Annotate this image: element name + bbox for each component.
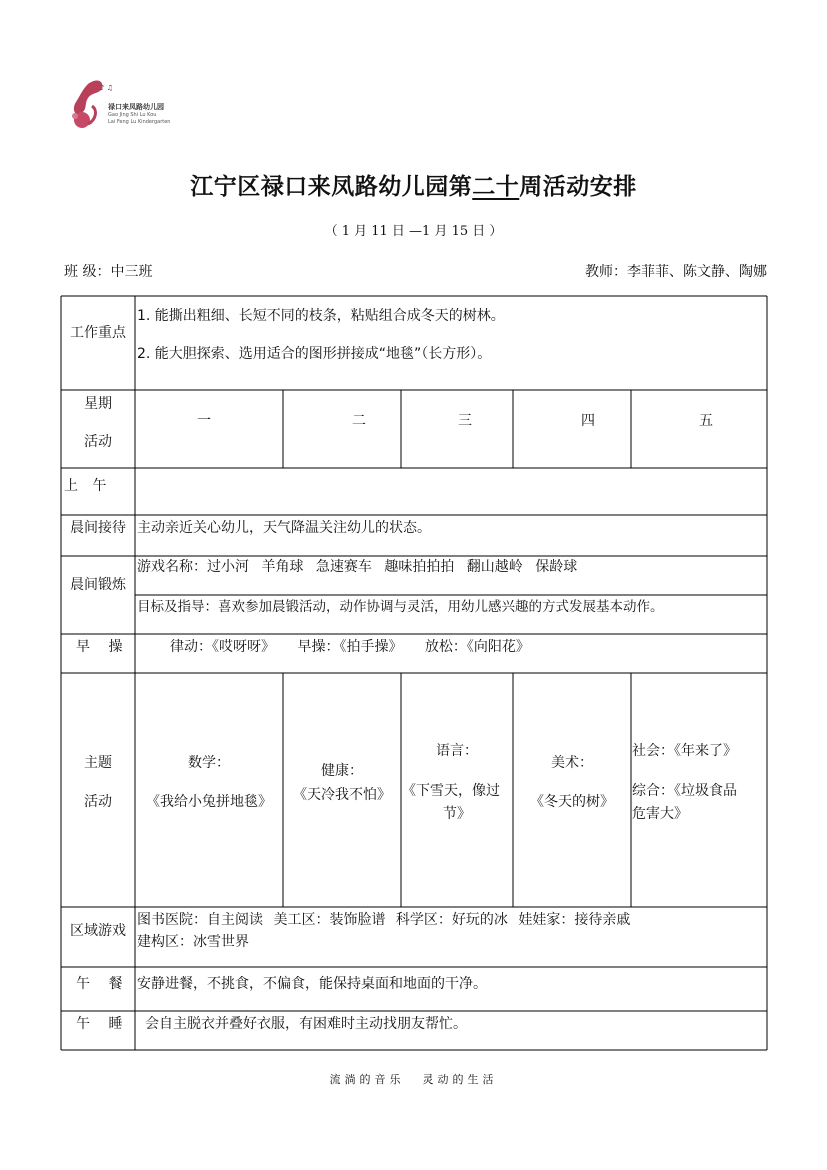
header-weekday-label: 星期: [84, 396, 112, 412]
theme-fri-line-3: 危害大》: [632, 806, 688, 822]
lunch-label: 午 餐: [76, 976, 123, 992]
theme-thu-subject: 美术：: [551, 755, 593, 771]
morning-label: 上 午: [64, 478, 107, 494]
logo-name-en-1: Gao Jing Shi Lu Kou: [108, 112, 157, 118]
theme-wed-title-2: 节》: [443, 806, 471, 822]
title-suffix: 周活动安排: [519, 173, 637, 200]
day-header-fri: 五: [699, 413, 713, 429]
svg-text:♪ ♫: ♪ ♫: [100, 84, 113, 92]
work-focus-label: 工作重点: [70, 325, 126, 341]
reception-label: 晨间接待: [70, 520, 126, 536]
nap-label: 午 睡: [76, 1016, 123, 1032]
logo-name-cn: 禄口来凤路幼儿园: [108, 103, 164, 111]
header-activity-label: 活动: [84, 434, 112, 450]
theme-activity-label: 活动: [84, 794, 112, 810]
title-week-number: 二十: [472, 173, 520, 200]
day-header-tue: 二: [352, 413, 366, 429]
title-prefix: 江宁区禄口来凤路幼儿园第: [190, 173, 473, 200]
theme-label: 主题: [84, 755, 112, 771]
day-header-thu: 四: [581, 413, 595, 429]
area-games-line-1: 图书医院：自主阅读 美工区：装饰脸谱 科学区：好玩的冰 娃娃家：接待亲戚: [137, 912, 631, 928]
nap-content: 会自主脱衣并叠好衣服，有困难时主动找朋友帮忙。: [145, 1016, 467, 1032]
footer-slogan-right: 灵动的生活: [422, 1073, 498, 1086]
day-header-wed: 三: [458, 413, 472, 429]
theme-fri-line-1: 社会：《年来了》: [632, 743, 737, 759]
area-games-line-2: 建构区：冰雪世界: [137, 934, 249, 950]
theme-mon-subject: 数学：: [188, 755, 230, 771]
theme-wed-title-1: 《下雪天，像过: [402, 783, 500, 799]
exercise-goal: 目标及指导：喜欢参加晨锻活动，动作协调与灵活，用幼儿感兴趣的方式发展基本动作。: [137, 599, 664, 615]
footer-slogan-left: 流淌的音乐: [329, 1073, 405, 1086]
area-games-label: 区域游戏: [70, 923, 126, 939]
morning-drill-label: 早 操: [76, 639, 123, 655]
lunch-content: 安静进餐，不挑食，不偏食，能保持桌面和地面的干净。: [137, 976, 487, 992]
morning-drill-content: 律动：《哎呀呀》 早操：《拍手操》 放松：《向阳花》: [170, 639, 530, 655]
theme-fri-line-2: 综合：《垃圾食品: [632, 783, 737, 799]
day-header-mon: 一: [197, 413, 211, 429]
theme-tue-subject: 健康：: [321, 763, 363, 779]
page-title: [0, 168, 827, 201]
logo-name-en-2: Lai Feng Lu Kindergarten: [108, 119, 171, 125]
theme-thu-title: 《冬天的树》: [530, 794, 614, 810]
theme-tue-title: 《天冷我不怕》: [293, 787, 391, 803]
date-range: （ 1 月 11 日 —1 月 15 日 ）: [324, 224, 503, 239]
reception-content: 主动亲近关心幼儿，天气降温关注幼儿的状态。: [137, 520, 431, 536]
exercise-games: 游戏名称：过小河 羊角球 急速赛车 趣味拍拍拍 翻山越岭 保龄球: [137, 559, 578, 575]
work-focus-item-1: 1. 能撕出粗细、长短不同的枝条，粘贴组合成冬天的树林。: [137, 308, 505, 324]
work-focus-item-2: 2. 能大胆探索、选用适合的图形拼接成“地毯”（长方形）。: [137, 346, 492, 362]
theme-mon-title: 《我给小兔拼地毯》: [146, 794, 272, 810]
teacher-info: 教师：李菲菲、陈文静、陶娜: [585, 264, 767, 280]
footer-slogan: [0, 1071, 827, 1087]
theme-wed-subject: 语言：: [436, 743, 478, 759]
exercise-label: 晨间锻炼: [70, 577, 126, 593]
class-info: 班 级：中三班: [64, 264, 153, 280]
